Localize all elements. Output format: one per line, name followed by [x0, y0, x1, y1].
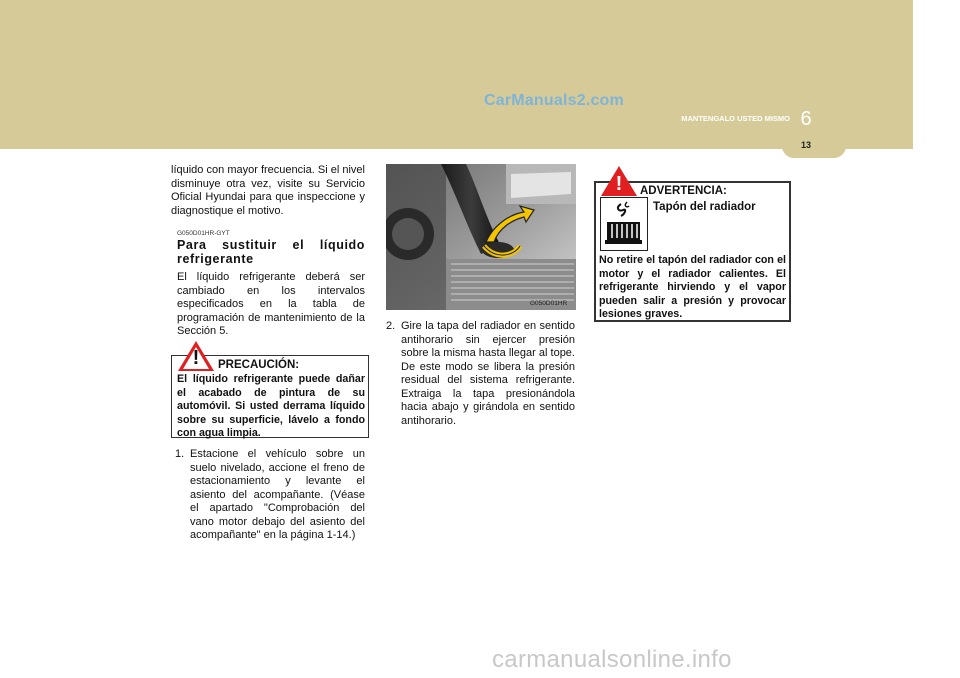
caution-title: PRECAUCIÓN: — [218, 359, 300, 371]
section-heading-line1: Para sustituir el líquido — [177, 238, 365, 252]
warning-title: ADVERTENCIA: — [640, 185, 727, 197]
header-band — [0, 0, 913, 149]
warning-subtitle: Tapón del radiador — [653, 201, 756, 213]
intro-paragraph: líquido con mayor frecuencia. Si el nivel disminuye otra vez, visite su Servicio Oficial Hyundai para que inspeccione y diagnostique el motivo. — [171, 164, 365, 217]
step1-text: Estacione el vehículo sobre un suelo nivelado, accione el freno de estacionamiento y levante el asiento del acompañante. (Véase el apartado "Comprobación del vano motor debajo del asiento del acompañante" en la página 1-14.) — [190, 448, 365, 541]
footer-watermark[interactable]: carmanualsonline.info — [492, 646, 732, 673]
section-paragraph: El líquido refrigerante deberá ser cambiado en los intervalos especificados en la tabla de programación de mantenimiento de la Sección 5. — [177, 271, 365, 337]
step2-text: Gire la tapa del radiador en sentido antihorario sin ejercer presión sobre la misma hasta llegar al tope. De este modo se libera la presión residual del sistema refrigerante. Extraiga la tapa presionándola hacia abajo y girándola en sentido antihorario. — [401, 320, 575, 427]
chapter-title: MANTENGALO USTED MISMO — [681, 114, 790, 123]
radiator-cap-photo — [386, 164, 576, 310]
hot-radiator-icon — [600, 197, 648, 251]
section-heading — [177, 238, 365, 266]
section-heading-line2: refrigerante — [177, 252, 254, 266]
section-code: G050D01HR-GYT — [177, 230, 230, 237]
page-number: 13 — [800, 140, 811, 150]
step1-number: 1. — [175, 448, 185, 460]
step2-number: 2. — [386, 320, 396, 332]
photo-code: G050D01HR — [530, 300, 568, 307]
chapter-number: 6 — [800, 108, 812, 130]
warning-exclamation-icon: ! — [615, 173, 623, 195]
warning-body: No retire el tapón del radiador con el motor y el radiador calientes. El refrigerante hirviendo y el vapor pueden salir a presión y provocar lesiones graves. — [599, 254, 786, 320]
watermark-link[interactable]: CarManuals2.com — [484, 92, 624, 109]
caution-body: El líquido refrigerante puede dañar el acabado de pintura de su automóvil. Si usted derrama líquido sobre su superficie, lávelo a fondo con agua limpia. — [177, 373, 365, 439]
caution-exclamation-icon: ! — [192, 347, 200, 369]
